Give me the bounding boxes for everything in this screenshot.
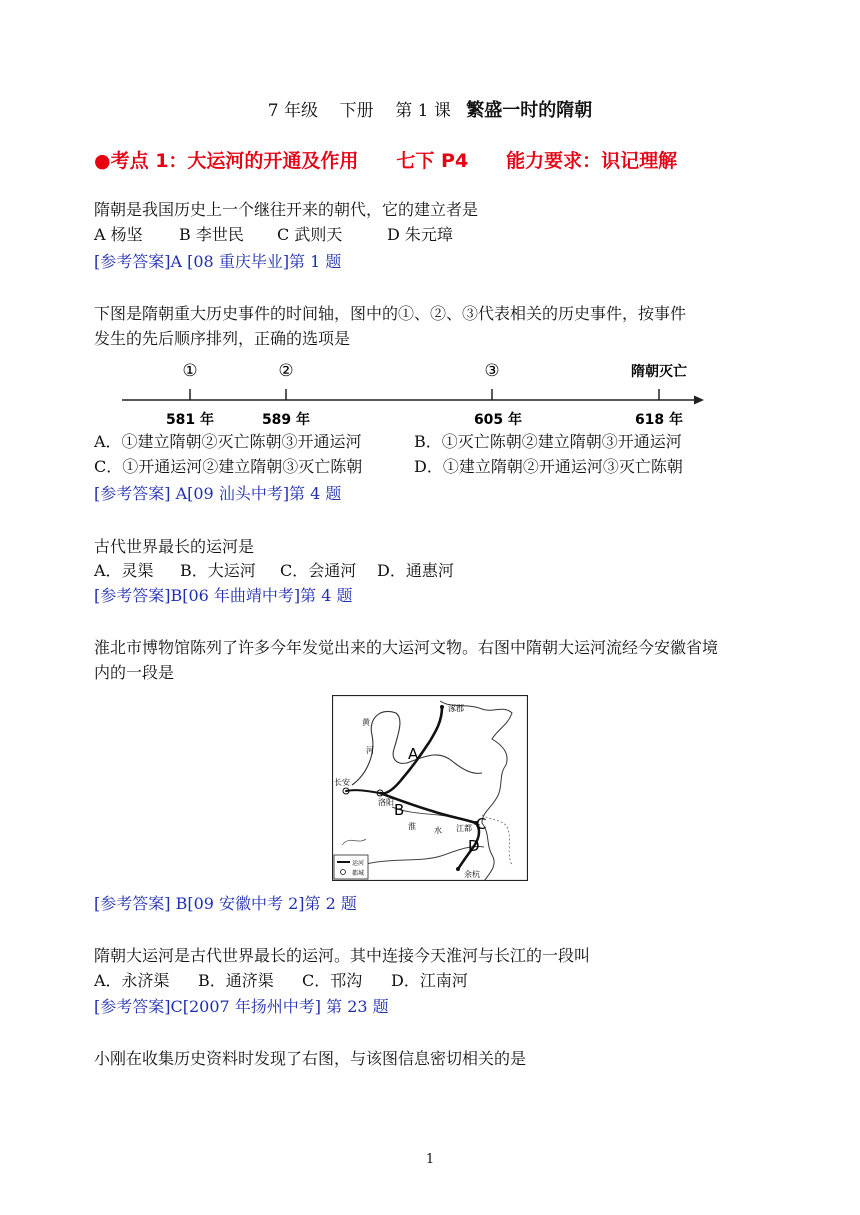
q5-option-b: B．通济渠	[198, 971, 274, 990]
q2-option-c: C．①开通运河②建立隋朝③灭亡陈朝	[94, 457, 363, 476]
q2-option-a: A．①建立隋朝②灭亡陈朝③开通运河	[94, 432, 362, 451]
q2-stem-line1: 下图是隋朝重大历史事件的时间轴，图中的①、②、③代表相关的历史事件，按事件	[94, 304, 687, 323]
map-label-c: C	[476, 815, 487, 833]
q3-answer: [参考答案]B[06 年曲靖中考]第 4 题	[94, 586, 353, 605]
canal-map	[332, 695, 528, 881]
timeline-mark-2: ②	[278, 361, 294, 381]
q5-options	[94, 970, 468, 992]
map-label-a: A	[408, 745, 419, 763]
q2-options-row1	[94, 431, 682, 453]
lesson-title: 繁盛一时的隋朝	[466, 100, 593, 121]
map-label-huang: 黄	[362, 718, 370, 727]
q2-option-d: D．①建立隋朝②开通运河③灭亡陈朝	[414, 457, 683, 476]
q3-option-a: A．灵渠	[94, 561, 154, 580]
q3-options	[94, 560, 454, 582]
timeline-mark-1: ①	[182, 361, 198, 381]
page-number: 1	[425, 1152, 435, 1167]
map-label-luoyang: 洛阳	[378, 798, 394, 807]
map-label-huai: 淮	[408, 822, 416, 831]
q5-answer: [参考答案]C[2007 年扬州中考] 第 23 题	[94, 997, 389, 1016]
timeline-year-581: 581 年	[165, 412, 215, 428]
map-label-yuhang: 余杭	[464, 870, 480, 879]
volume-label: 下册	[339, 101, 374, 121]
map-label-jiangdu: 江都	[456, 824, 472, 833]
map-label-d: D	[468, 837, 480, 855]
q4-stem-line1: 淮北市博物馆陈列了许多今年发觉出来的大运河文物。右图中隋朝大运河流经今安徽省境	[94, 638, 719, 657]
map-label-he: 河	[366, 746, 374, 755]
q3-option-b: B．大运河	[180, 561, 256, 580]
q1-option-d: D 朱元璋	[387, 225, 453, 244]
timeline-year-605: 605 年	[473, 412, 523, 428]
q5-stem: 隋朝大运河是古代世界最长的运河。其中连接今天淮河与长江的一段叫	[94, 946, 591, 965]
q1-option-a: A 杨坚	[94, 225, 143, 244]
map-legend-canal: 运河	[352, 860, 365, 867]
q2-stem-line2: 发生的先后顺序排列，正确的选项是	[94, 329, 351, 348]
timeline-mark-3: ③	[484, 361, 500, 381]
q2-options-row2	[94, 456, 683, 478]
q4-stem-line2: 内的一段是	[94, 663, 175, 682]
timeline-year-589: 589 年	[261, 412, 311, 428]
q3-option-d: D．通惠河	[377, 561, 454, 580]
map-legend-capital: 都城	[352, 870, 365, 877]
q3-option-c: C．会通河	[280, 561, 357, 580]
q1-options	[94, 224, 453, 246]
q1-answer: [参考答案]A [08 重庆毕业]第 1 题	[94, 252, 342, 271]
q1-option-c: C 武则天	[277, 225, 343, 244]
lesson-number: 第 1 课	[395, 101, 451, 121]
timeline-mark-end: 隋朝灭亡	[631, 364, 687, 380]
q5-option-d: D．江南河	[391, 971, 468, 990]
map-label-changan: 长安	[334, 778, 350, 787]
map-label-b: B	[394, 801, 405, 819]
page-title	[0, 96, 860, 122]
q1-option-b: B 李世民	[179, 225, 244, 244]
q5-option-c: C．邗沟	[302, 971, 363, 990]
timeline-year-618: 618 年	[634, 412, 684, 428]
q2-answer: [参考答案] A[09 汕头中考]第 4 题	[94, 484, 342, 503]
q5-option-a: A．永济渠	[94, 971, 170, 990]
q2-option-b: B．①灭亡陈朝②建立隋朝③开通运河	[414, 432, 682, 451]
q1-stem: 隋朝是我国历史上一个继往开来的朝代，它的建立者是	[94, 200, 479, 219]
map-label-zhuojun: 涿郡	[448, 704, 464, 713]
q3-stem: 古代世界最长的运河是	[94, 537, 255, 556]
grade-label: 7 年级	[267, 101, 318, 121]
q4-answer: [参考答案] B[09 安徽中考 2]第 2 题	[94, 894, 357, 913]
map-label-shui: 水	[434, 826, 442, 835]
timeline-figure	[118, 356, 708, 430]
key-point-heading: ●考点 1：大运河的开通及作用 七下 P4 能力要求：识记理解	[94, 150, 678, 172]
q6-stem: 小刚在收集历史资料时发现了右图，与该图信息密切相关的是	[94, 1049, 527, 1068]
